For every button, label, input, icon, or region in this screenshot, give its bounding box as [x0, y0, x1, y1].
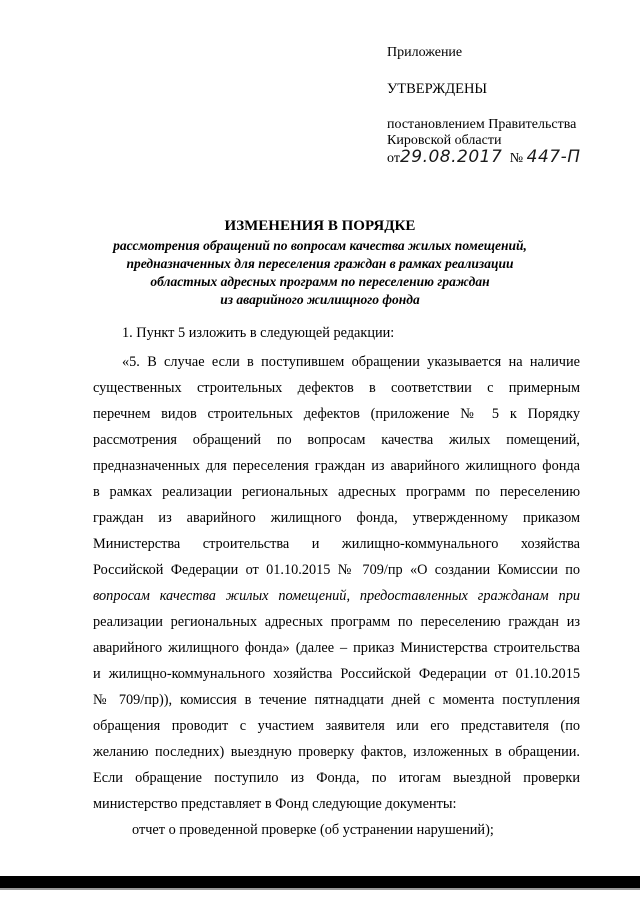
body-line: существенных строительных дефектов в соответствии с примерным — [93, 380, 580, 396]
scan-border-bar — [0, 876, 640, 888]
body-line: «5. В случае если в поступившем обращении указывается на наличие — [122, 354, 580, 370]
body-line: Если обращение поступило из Фонда, по итогам выездной проверки — [93, 770, 580, 786]
body-line: граждан из аварийного жилищного фонда, утвержденному приказом — [93, 510, 580, 526]
body-line: реализации региональных адресных программ по переселению граждан из — [93, 614, 580, 630]
handwritten-number: 447-П — [526, 147, 581, 167]
decree-line-1: постановлением Правительства — [387, 117, 577, 132]
title-line-3: областных адресных программ по переселению граждан — [150, 274, 490, 289]
decree-line-2: Кировской области — [387, 133, 502, 148]
body-line: вопросам качества жилых помещений, предоставленных гражданам при — [93, 588, 580, 604]
item-1-heading: 1. Пункт 5 изложить в следующей редакции: — [122, 325, 395, 341]
body-line: и жилищно-коммунального хозяйства Российской Федерации от 01.10.2015 — [93, 666, 580, 682]
title-main: ИЗМЕНЕНИЯ В ПОРЯДКЕ — [224, 218, 416, 234]
decree-date-line — [387, 149, 581, 167]
body-line: обращения проводит с участием заявителя или его представителя (по — [93, 718, 580, 734]
title-line-2: предназначенных для переселения граждан в рамках реализации — [126, 256, 514, 271]
number-sign: № — [509, 151, 524, 166]
body-line: в рамках реализации региональных адресных программ по переселению — [93, 484, 580, 500]
title-line-1: рассмотрения обращений по вопросам качества жилых помещений, — [113, 238, 527, 253]
body-line: № 709/пр)), комиссия в течение пятнадцати дней с момента поступления — [93, 692, 580, 708]
body-line: министерство представляет в Фонд следующие документы: — [93, 796, 457, 812]
body-line: желанию последних) выездную проверку фактов, изложенных в обращении. — [93, 744, 580, 760]
body-last-line: отчет о проведенной проверке (об устранении нарушений); — [132, 822, 494, 838]
body-line: аварийного жилищного фонда» (далее – приказ Министерства строительства — [93, 640, 580, 656]
scan-border-shadow — [0, 888, 640, 890]
title-line-4: из аварийного жилищного фонда — [220, 292, 420, 307]
handwritten-date: 29.08.2017 — [399, 147, 503, 167]
appendix-label: Приложение — [387, 45, 463, 60]
body-line: Министерства строительства и жилищно-коммунального хозяйства — [93, 536, 580, 552]
body-line: Российской Федерации от 01.10.2015 № 709/пр «О создании Комиссии по — [93, 562, 580, 578]
date-prefix: от — [387, 151, 400, 166]
body-line: перечнем видов строительных дефектов (приложение № 5 к Порядку — [93, 406, 580, 422]
body-line: предназначенных для переселения граждан из аварийного жилищного фонда — [93, 458, 580, 474]
body-line: рассмотрения обращений по вопросам качества жилых помещений, — [93, 432, 580, 448]
document-title — [80, 218, 560, 309]
approved-label: УТВЕРЖДЕНЫ — [387, 81, 488, 97]
